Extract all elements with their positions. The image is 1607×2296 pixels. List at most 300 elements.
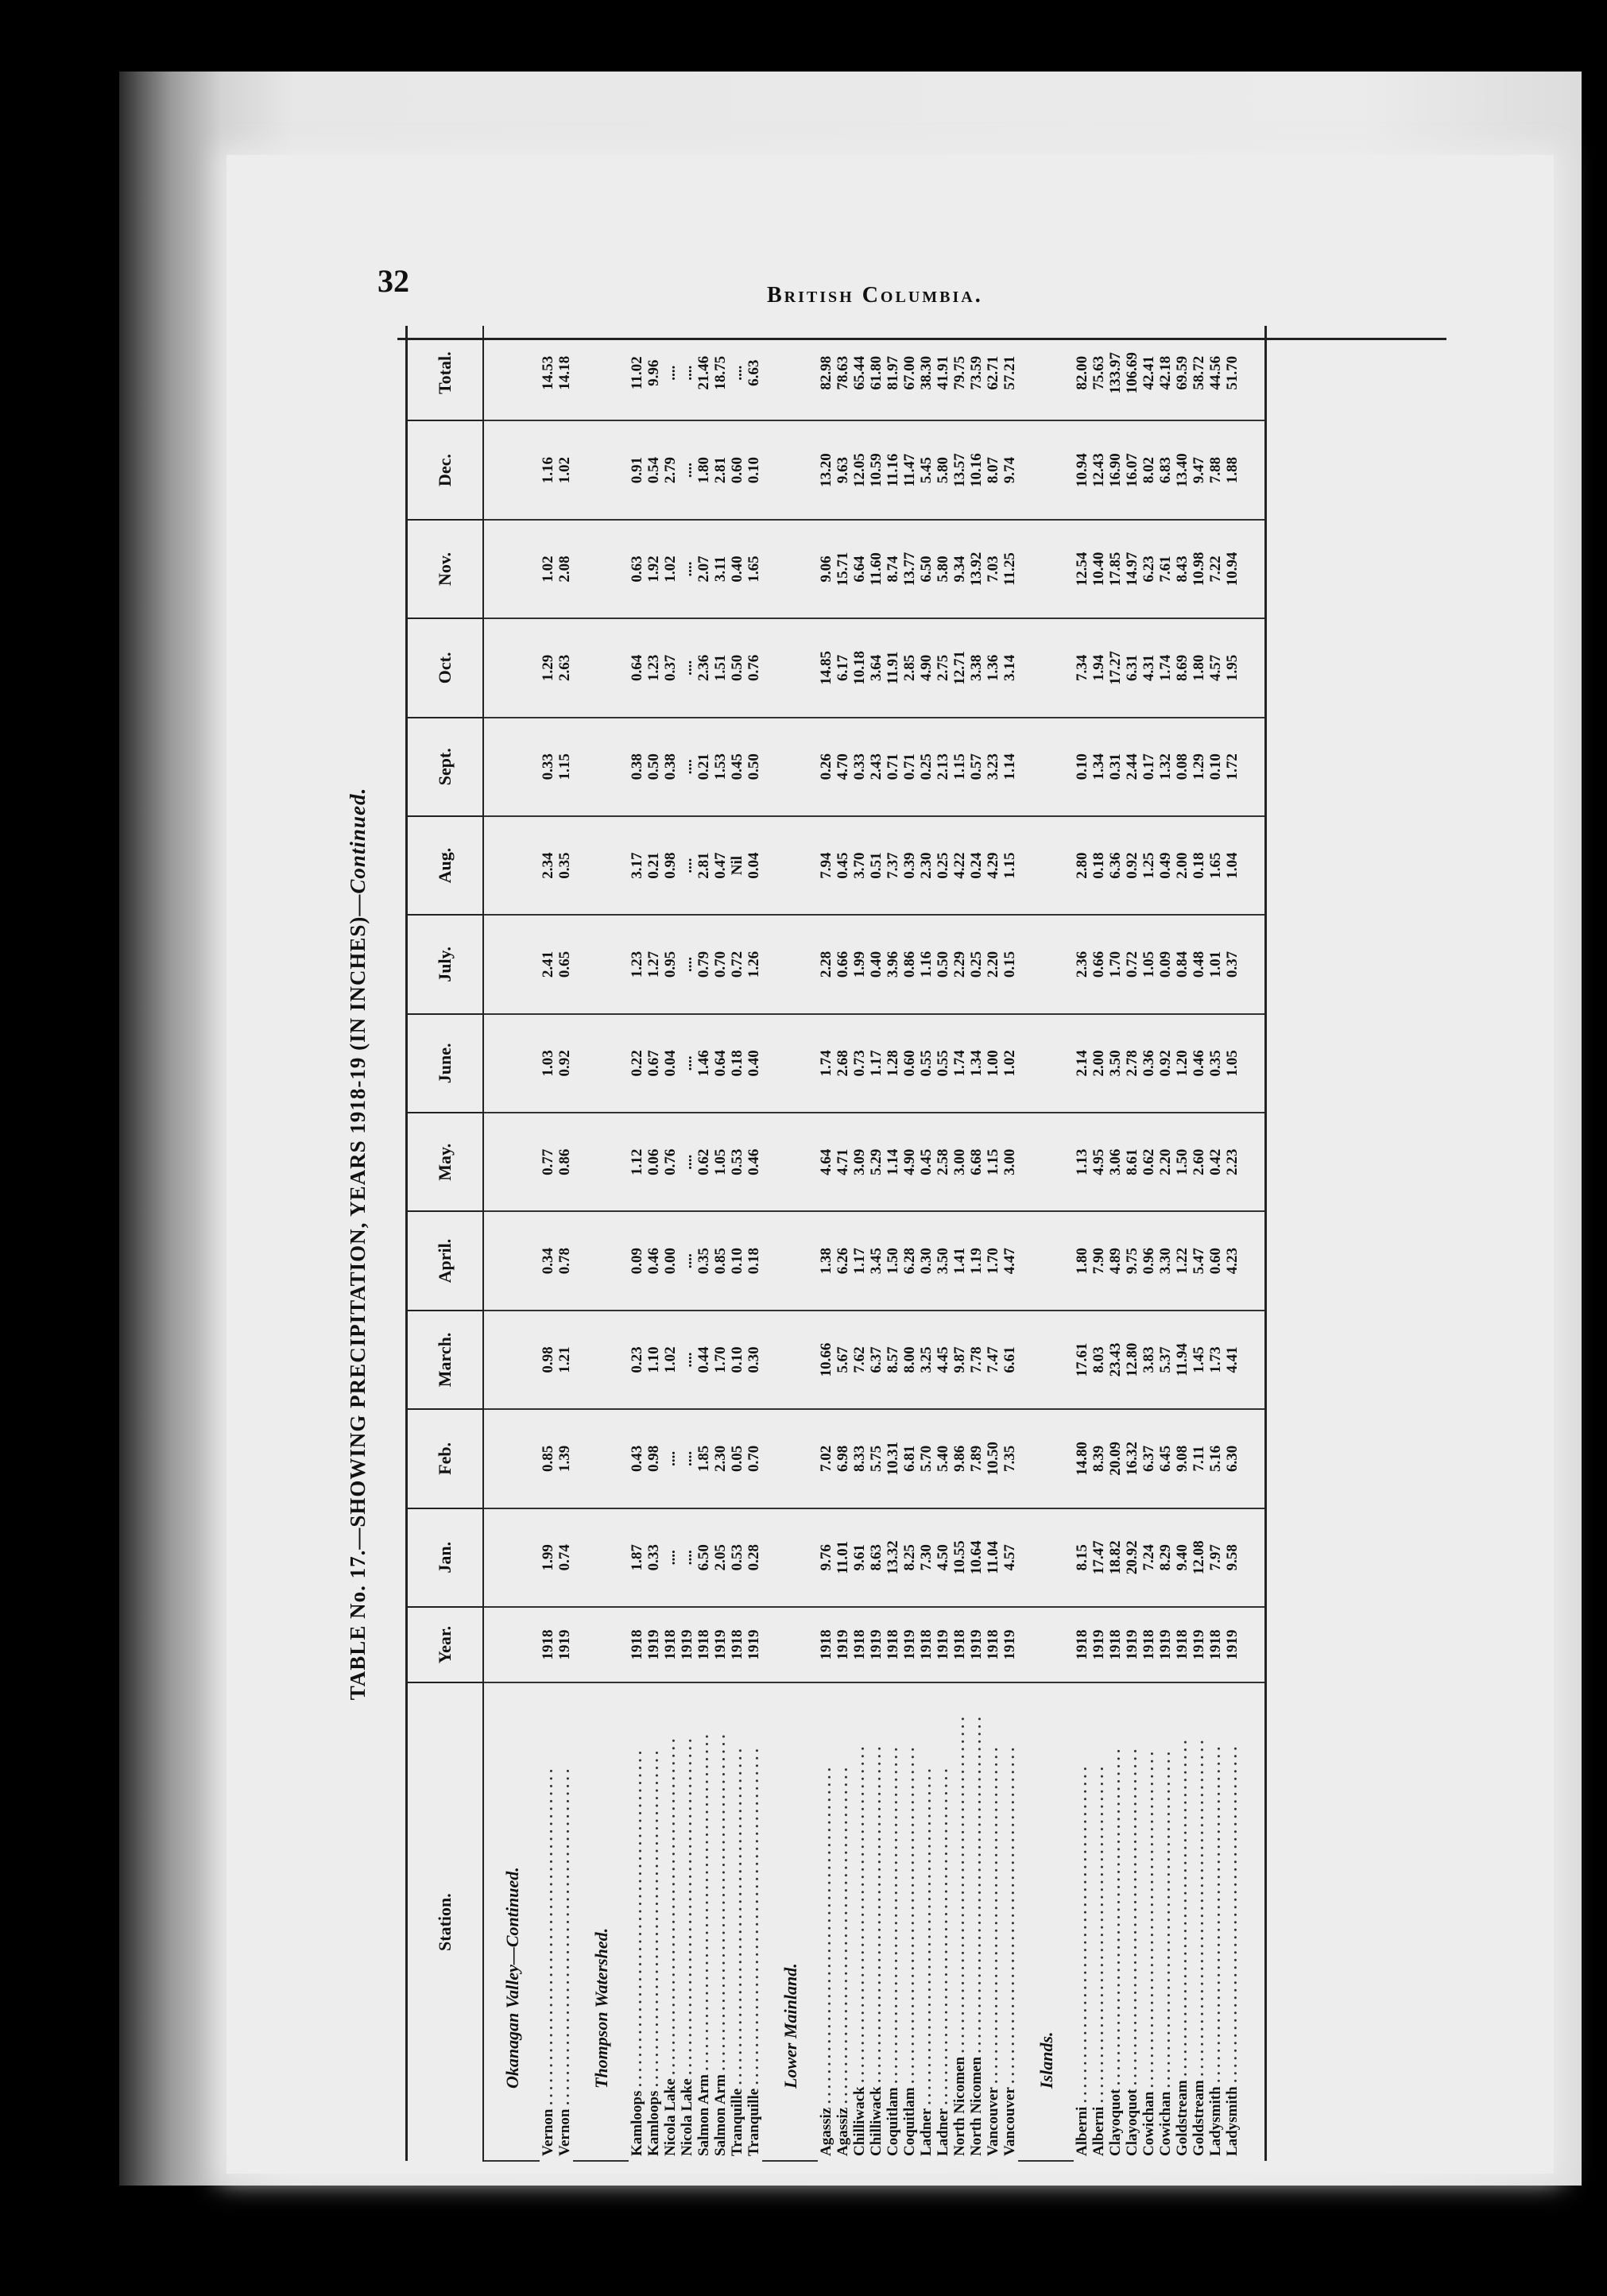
value-cell: 0.10	[745, 420, 762, 519]
value-cell: 0.98	[662, 816, 679, 915]
value-cell: 16.07	[1124, 420, 1140, 519]
station-cell: Tranquille . . .	[745, 1682, 762, 2161]
value-cell: 12.43	[1090, 420, 1107, 519]
value-cell: ....	[679, 420, 695, 519]
total-cell: 58.72	[1191, 326, 1207, 420]
value-cell: 0.39	[901, 816, 918, 915]
value-cell: 7.35	[1001, 1409, 1018, 1508]
value-cell: 1.87	[629, 1508, 645, 1607]
value-cell: 8.61	[1124, 1113, 1140, 1211]
value-cell: 0.40	[745, 1014, 762, 1113]
value-cell: 10.98	[1191, 520, 1207, 618]
value-cell: 17.47	[1090, 1508, 1107, 1607]
value-cell: 0.74	[556, 1508, 573, 1607]
value-cell: 3.23	[985, 718, 1001, 816]
value-cell: ....	[679, 1113, 695, 1211]
table-row	[868, 326, 885, 2161]
value-cell: 1.45	[1191, 1311, 1207, 1409]
value-cell: 0.92	[556, 1014, 573, 1113]
value-cell: 12.71	[951, 618, 968, 717]
value-cell: 10.94	[1074, 420, 1090, 519]
station-cell: Chilliwack . . .	[868, 1682, 885, 2161]
value-cell: 7.61	[1157, 520, 1174, 618]
value-cell: 13.92	[968, 520, 985, 618]
table-row	[885, 326, 901, 2161]
value-cell: 7.78	[968, 1311, 985, 1409]
value-cell: 6.68	[968, 1113, 985, 1211]
value-cell: 1.74	[1157, 618, 1174, 717]
value-cell: 11.16	[885, 420, 901, 519]
value-cell: 13.77	[901, 520, 918, 618]
total-cell: 82.98	[818, 326, 834, 420]
column-header: July.	[407, 915, 484, 1013]
value-cell: 3.09	[851, 1113, 868, 1211]
table-row	[834, 326, 851, 2161]
table-row	[1224, 326, 1241, 2161]
value-cell: 1.10	[645, 1311, 662, 1409]
value-cell: 2.79	[662, 420, 679, 519]
value-cell: 1.05	[1224, 1014, 1241, 1113]
total-cell: 14.53	[540, 326, 556, 420]
value-cell: 0.35	[556, 816, 573, 915]
value-cell: 1.00	[985, 1014, 1001, 1113]
total-cell: 75.63	[1090, 326, 1107, 420]
table-row	[1107, 326, 1124, 2161]
page-number: 32	[378, 263, 409, 299]
value-cell: 0.00	[662, 1211, 679, 1310]
total-cell: 51.70	[1224, 326, 1241, 420]
year-cell: 1918	[1140, 1607, 1157, 1682]
value-cell: 0.33	[645, 1508, 662, 1607]
value-cell: 8.69	[1174, 618, 1191, 717]
value-cell: ....	[679, 816, 695, 915]
total-cell: ....	[662, 326, 679, 420]
value-cell: 10.94	[1224, 520, 1241, 618]
station-cell: Alberni . . .	[1090, 1682, 1107, 2161]
value-cell: 0.55	[935, 1014, 951, 1113]
value-cell: 0.10	[729, 1311, 745, 1409]
value-cell: 0.10	[1074, 718, 1090, 816]
value-cell: 7.22	[1207, 520, 1224, 618]
value-cell: 1.17	[868, 1014, 885, 1113]
value-cell: 0.84	[1174, 915, 1191, 1013]
value-cell: 1.15	[1001, 816, 1018, 915]
station-cell: North Nicomen . . .	[968, 1682, 985, 2161]
value-cell: 1.04	[1224, 816, 1241, 915]
value-cell: 7.37	[885, 816, 901, 915]
value-cell: 15.71	[834, 520, 851, 618]
year-cell: 1918	[1074, 1607, 1090, 1682]
value-cell: 2.58	[935, 1113, 951, 1211]
value-cell: 0.38	[629, 718, 645, 816]
value-cell: 5.75	[868, 1409, 885, 1508]
value-cell: 0.23	[629, 1311, 645, 1409]
value-cell: 1.65	[1207, 816, 1224, 915]
year-cell: 1919	[1001, 1607, 1018, 1682]
value-cell: 0.60	[901, 1014, 918, 1113]
value-cell: 0.47	[712, 816, 729, 915]
value-cell: 1.29	[540, 618, 556, 717]
value-cell: 3.17	[629, 816, 645, 915]
total-cell: 11.02	[629, 326, 645, 420]
year-cell: 1919	[868, 1607, 885, 1682]
value-cell: 18.82	[1107, 1508, 1124, 1607]
value-cell: 2.23	[1224, 1113, 1241, 1211]
value-cell: 16.32	[1124, 1409, 1140, 1508]
value-cell: 1.15	[951, 718, 968, 816]
value-cell: 1.16	[540, 420, 556, 519]
value-cell: 17.61	[1074, 1311, 1090, 1409]
value-cell: 0.65	[556, 915, 573, 1013]
value-cell: 9.63	[834, 420, 851, 519]
value-cell: 0.71	[885, 718, 901, 816]
value-cell: 1.53	[712, 718, 729, 816]
column-header: Oct.	[407, 618, 484, 717]
value-cell: 8.00	[901, 1311, 918, 1409]
value-cell: 1.23	[629, 915, 645, 1013]
value-cell: 13.40	[1174, 420, 1191, 519]
station-cell: Agassiz . . .	[818, 1682, 834, 2161]
value-cell: 5.70	[918, 1409, 935, 1508]
value-cell: 0.91	[629, 420, 645, 519]
year-cell: 1918	[695, 1607, 712, 1682]
value-cell: 5.47	[1191, 1211, 1207, 1310]
value-cell: 6.50	[918, 520, 935, 618]
value-cell: 0.66	[834, 915, 851, 1013]
value-cell: 1.50	[1174, 1113, 1191, 1211]
total-cell: 65.44	[851, 326, 868, 420]
value-cell: 1.03	[540, 1014, 556, 1113]
value-cell: 8.15	[1074, 1508, 1090, 1607]
page-header	[378, 262, 1446, 310]
year-cell: 1919	[1124, 1607, 1140, 1682]
total-cell: 78.63	[834, 326, 851, 420]
value-cell: 7.11	[1191, 1409, 1207, 1508]
total-cell: ....	[729, 326, 745, 420]
value-cell: ....	[679, 1508, 695, 1607]
value-cell: 6.83	[1157, 420, 1174, 519]
value-cell: 0.49	[1157, 816, 1174, 915]
value-cell: 0.62	[1140, 1113, 1157, 1211]
value-cell: 9.40	[1174, 1508, 1191, 1607]
value-cell: 9.61	[851, 1508, 868, 1607]
column-header: June.	[407, 1014, 484, 1113]
value-cell: 0.92	[1124, 816, 1140, 915]
value-cell: 0.72	[1124, 915, 1140, 1013]
value-cell: 0.60	[1207, 1211, 1224, 1310]
value-cell: 0.42	[1207, 1113, 1224, 1211]
table-row	[985, 326, 1001, 2161]
value-cell: 1.34	[968, 1014, 985, 1113]
value-cell: 5.45	[918, 420, 935, 519]
value-cell: 7.47	[985, 1311, 1001, 1409]
value-cell: 4.45	[935, 1311, 951, 1409]
station-cell: Alberni . . .	[1074, 1682, 1090, 2161]
value-cell: 1.25	[1140, 816, 1157, 915]
value-cell: 2.30	[918, 816, 935, 915]
value-cell: 2.20	[985, 915, 1001, 1013]
value-cell: 4.64	[818, 1113, 834, 1211]
value-cell: 1.50	[885, 1211, 901, 1310]
value-cell: 7.03	[985, 520, 1001, 618]
station-cell: Tranquille . . .	[729, 1682, 745, 2161]
station-cell: Goldstream . . .	[1191, 1682, 1207, 2161]
value-cell: 0.26	[818, 718, 834, 816]
value-cell: ....	[679, 1211, 695, 1310]
year-cell: 1918	[540, 1607, 556, 1682]
table-row	[901, 326, 918, 2161]
value-cell: 1.99	[851, 915, 868, 1013]
value-cell: 4.95	[1090, 1113, 1107, 1211]
column-header: April.	[407, 1211, 484, 1310]
year-cell: 1918	[818, 1607, 834, 1682]
value-cell: 0.43	[629, 1409, 645, 1508]
station-cell: Kamloops . . .	[629, 1682, 645, 2161]
value-cell: 10.66	[818, 1311, 834, 1409]
table-row	[1174, 326, 1191, 2161]
value-cell: 1.41	[951, 1211, 968, 1310]
station-cell: Chilliwack . . .	[851, 1682, 868, 2161]
value-cell: 4.57	[1001, 1508, 1018, 1607]
value-cell: 3.06	[1107, 1113, 1124, 1211]
value-cell: 2.41	[540, 915, 556, 1013]
value-cell: 2.60	[1191, 1113, 1207, 1211]
value-cell: 2.28	[818, 915, 834, 1013]
value-cell: ....	[679, 915, 695, 1013]
value-cell: 2.78	[1124, 1014, 1140, 1113]
value-cell: 3.25	[918, 1311, 935, 1409]
total-cell: 133.97	[1107, 326, 1124, 420]
value-cell: 0.25	[935, 816, 951, 915]
value-cell: 6.31	[1124, 618, 1140, 717]
value-cell: 3.50	[1107, 1014, 1124, 1113]
station-cell: Kamloops . . .	[645, 1682, 662, 2161]
year-cell: 1919	[645, 1607, 662, 1682]
value-cell: 1.22	[1174, 1211, 1191, 1310]
value-cell: 10.40	[1090, 520, 1107, 618]
value-cell: 0.79	[695, 915, 712, 1013]
value-cell: 0.71	[901, 718, 918, 816]
value-cell: 0.24	[968, 816, 985, 915]
value-cell: 5.40	[935, 1409, 951, 1508]
table-title	[334, 326, 381, 2162]
value-cell: 0.35	[695, 1211, 712, 1310]
value-cell: 1.73	[1207, 1311, 1224, 1409]
value-cell: 20.09	[1107, 1409, 1124, 1508]
column-header: Total.	[407, 326, 484, 420]
value-cell: 0.36	[1140, 1014, 1157, 1113]
value-cell: 0.95	[662, 915, 679, 1013]
total-cell: 41.91	[935, 326, 951, 420]
value-cell: 12.80	[1124, 1311, 1140, 1409]
value-cell: 0.77	[540, 1113, 556, 1211]
value-cell: 0.46	[1191, 1014, 1207, 1113]
value-cell: 0.18	[1090, 816, 1107, 915]
value-cell: 1.85	[695, 1409, 712, 1508]
value-cell: 0.21	[645, 816, 662, 915]
total-cell: 79.75	[951, 326, 968, 420]
value-cell: 10.59	[868, 420, 885, 519]
value-cell: 6.81	[901, 1409, 918, 1508]
station-cell: Clayoquot . . .	[1107, 1682, 1124, 2161]
year-cell: 1918	[662, 1607, 679, 1682]
value-cell: 0.46	[645, 1211, 662, 1310]
value-cell: 1.05	[1140, 915, 1157, 1013]
value-cell: 7.97	[1207, 1508, 1224, 1607]
value-cell: 10.31	[885, 1409, 901, 1508]
value-cell: 1.39	[556, 1409, 573, 1508]
value-cell: ....	[679, 1311, 695, 1409]
value-cell: 6.36	[1107, 816, 1124, 915]
value-cell: 14.97	[1124, 520, 1140, 618]
value-cell: 2.20	[1157, 1113, 1174, 1211]
value-cell: 0.54	[645, 420, 662, 519]
year-cell: 1919	[834, 1607, 851, 1682]
year-cell: 1919	[935, 1607, 951, 1682]
value-cell: 0.50	[935, 915, 951, 1013]
column-header: Jan.	[407, 1508, 484, 1607]
value-cell: 20.92	[1124, 1508, 1140, 1607]
value-cell: 7.89	[968, 1409, 985, 1508]
value-cell: 0.10	[729, 1211, 745, 1310]
value-cell: 4.29	[985, 816, 1001, 915]
value-cell: 6.26	[834, 1211, 851, 1310]
value-cell: 1.74	[818, 1014, 834, 1113]
value-cell: 1.02	[662, 520, 679, 618]
value-cell: 1.70	[1107, 915, 1124, 1013]
value-cell: 1.02	[540, 520, 556, 618]
value-cell: 2.44	[1124, 718, 1140, 816]
value-cell: 0.09	[1157, 915, 1174, 1013]
value-cell: 2.85	[901, 618, 918, 717]
value-cell: 1.92	[645, 520, 662, 618]
value-cell: 8.25	[901, 1508, 918, 1607]
value-cell: 0.50	[745, 718, 762, 816]
year-cell: 1919	[1191, 1607, 1207, 1682]
value-cell: 1.15	[985, 1113, 1001, 1211]
value-cell: 0.60	[729, 420, 745, 519]
value-cell: 8.02	[1140, 420, 1157, 519]
value-cell: 8.03	[1090, 1311, 1107, 1409]
value-cell: 0.04	[745, 816, 762, 915]
value-cell: 0.96	[1140, 1211, 1157, 1310]
column-header: Aug.	[407, 816, 484, 915]
value-cell: 6.37	[868, 1311, 885, 1409]
column-header: Feb.	[407, 1409, 484, 1508]
table-row	[556, 326, 573, 2161]
value-cell: 7.90	[1090, 1211, 1107, 1310]
table-row	[1140, 326, 1157, 2161]
year-cell: 1919	[1224, 1607, 1241, 1682]
value-cell: 0.78	[556, 1211, 573, 1310]
value-cell: 4.71	[834, 1113, 851, 1211]
value-cell: 0.45	[918, 1113, 935, 1211]
value-cell: 0.45	[834, 816, 851, 915]
value-cell: 2.43	[868, 718, 885, 816]
value-cell: 9.87	[951, 1311, 968, 1409]
table-row	[662, 326, 679, 2161]
value-cell: 1.32	[1157, 718, 1174, 816]
value-cell: 0.70	[712, 915, 729, 1013]
precipitation-table-block	[334, 326, 1431, 2162]
table-row	[712, 326, 729, 2161]
table-row	[729, 326, 745, 2161]
value-cell: 3.00	[1001, 1113, 1018, 1211]
total-cell: 14.18	[556, 326, 573, 420]
station-cell: Vernon . . .	[556, 1682, 573, 2161]
table-row	[1157, 326, 1174, 2161]
table-row	[1207, 326, 1224, 2161]
value-cell: 4.90	[901, 1113, 918, 1211]
value-cell: 2.75	[935, 618, 951, 717]
station-cell: Coquitlam . . .	[885, 1682, 901, 2161]
value-cell: 1.23	[645, 618, 662, 717]
column-header: Station.	[407, 1682, 484, 2161]
value-cell: 0.48	[1191, 915, 1207, 1013]
station-cell: Nicola Lake . . .	[679, 1682, 695, 2161]
total-cell: 61.80	[868, 326, 885, 420]
value-cell: 14.85	[818, 618, 834, 717]
value-cell: 5.80	[935, 420, 951, 519]
value-cell: 1.88	[1224, 420, 1241, 519]
year-cell: 1919	[1090, 1607, 1107, 1682]
value-cell: 0.31	[1107, 718, 1124, 816]
value-cell: 6.17	[834, 618, 851, 717]
value-cell: 17.85	[1107, 520, 1124, 618]
value-cell: 0.04	[662, 1014, 679, 1113]
value-cell: 2.00	[1174, 816, 1191, 915]
value-cell: ....	[679, 618, 695, 717]
value-cell: 0.09	[629, 1211, 645, 1310]
value-cell: 1.13	[1074, 1113, 1090, 1211]
value-cell: 7.94	[818, 816, 834, 915]
station-cell: Agassiz . . .	[834, 1682, 851, 2161]
value-cell: 0.64	[629, 618, 645, 717]
total-cell: 9.96	[645, 326, 662, 420]
table-header-row	[407, 326, 484, 2161]
table-row	[645, 326, 662, 2161]
region-heading-row	[483, 326, 540, 2161]
value-cell: 0.51	[868, 816, 885, 915]
table-row	[1191, 326, 1207, 2161]
value-cell: 8.07	[985, 420, 1001, 519]
region-heading: Thompson Watershed.	[573, 1682, 629, 2161]
table-row	[695, 326, 712, 2161]
value-cell: 1.14	[885, 1113, 901, 1211]
value-cell: 3.14	[1001, 618, 1018, 717]
value-cell: 0.53	[729, 1113, 745, 1211]
value-cell: 0.34	[540, 1211, 556, 1310]
year-cell: 1918	[1107, 1607, 1124, 1682]
value-cell: 2.14	[1074, 1014, 1090, 1113]
region-heading: Islands.	[1018, 1682, 1074, 2161]
value-cell: 14.80	[1074, 1409, 1090, 1508]
value-cell: ....	[662, 1409, 679, 1508]
value-cell: 7.88	[1207, 420, 1224, 519]
value-cell: 0.25	[918, 718, 935, 816]
value-cell: 11.91	[885, 618, 901, 717]
value-cell: 0.53	[729, 1508, 745, 1607]
value-cell: 6.37	[1140, 1409, 1157, 1508]
value-cell: 9.06	[818, 520, 834, 618]
value-cell: 0.98	[540, 1311, 556, 1409]
station-cell: Ladner . . .	[918, 1682, 935, 2161]
region-heading-row	[1018, 326, 1074, 2161]
value-cell: 9.58	[1224, 1508, 1241, 1607]
value-cell: 0.86	[556, 1113, 573, 1211]
value-cell: 0.85	[712, 1211, 729, 1310]
value-cell: 0.66	[1090, 915, 1107, 1013]
